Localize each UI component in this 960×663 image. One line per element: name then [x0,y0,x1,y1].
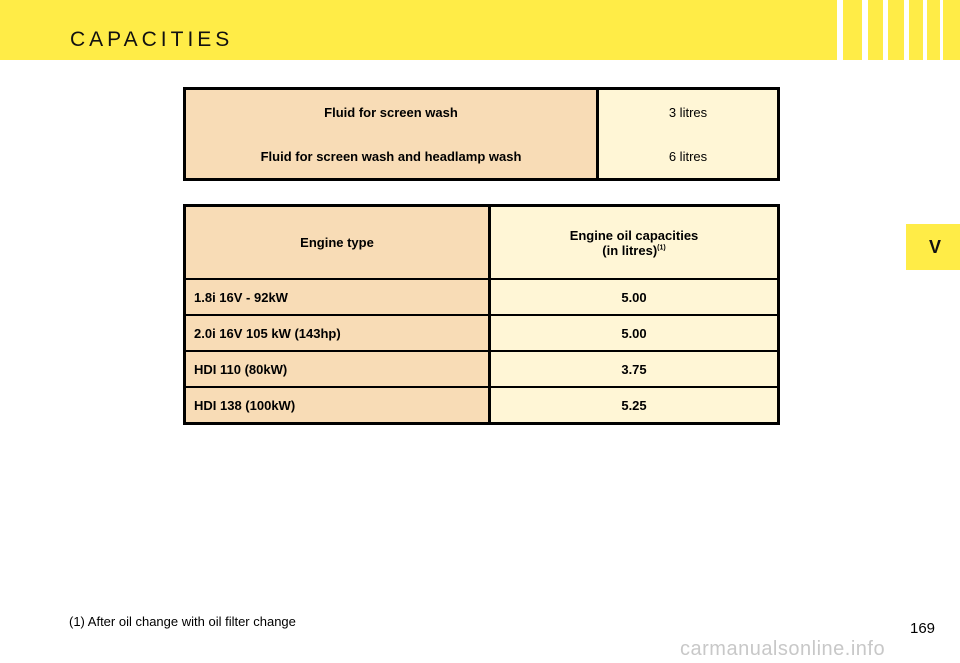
oil-capacity-cell: 5.00 [490,315,779,351]
section-tab: V [906,224,960,270]
table-row [185,279,779,315]
table-row [185,387,779,424]
page-header [0,0,960,60]
engine-type-cell: HDI 138 (100kW) [185,387,490,424]
oil-capacity-header [490,206,779,280]
header-stripe [904,0,909,60]
oil-capacity-header-line1: Engine oil capacities [569,227,699,243]
washer-value: 3 litres [598,89,779,135]
washer-value: 6 litres [598,134,779,180]
footnote: (1) After oil change with oil filter change [69,614,296,629]
engine-type-cell: 2.0i 16V 105 kW (143hp) [185,315,490,351]
washer-fluid-table [183,87,780,181]
oil-capacity-cell: 5.00 [490,279,779,315]
table-row [185,134,779,180]
engine-type-cell: HDI 110 (80kW) [185,351,490,387]
table-header-row [185,206,779,280]
table-row [185,351,779,387]
header-stripe [837,0,843,60]
oil-capacity-header-line2: (in litres) [602,242,658,258]
header-stripe [923,0,927,60]
header-stripe [940,0,943,60]
header-stripe [883,0,888,60]
washer-label: Fluid for screen wash [185,89,598,135]
washer-label: Fluid for screen wash and headlamp wash [185,134,598,180]
table-row [185,315,779,351]
engine-type-cell: 1.8i 16V - 92kW [185,279,490,315]
table-row [185,89,779,135]
engine-oil-table [183,204,780,425]
footnote-marker: (1) [657,244,666,252]
engine-type-header: Engine type [185,206,490,280]
header-stripe [862,0,868,60]
page-number: 169 [910,620,936,637]
watermark-link[interactable]: carmanualsonline.info [680,638,886,660]
oil-capacity-cell: 5.25 [490,387,779,424]
header-stripes [0,0,960,60]
oil-capacity-cell: 3.75 [490,351,779,387]
page-title: CAPACITIES [70,28,234,51]
